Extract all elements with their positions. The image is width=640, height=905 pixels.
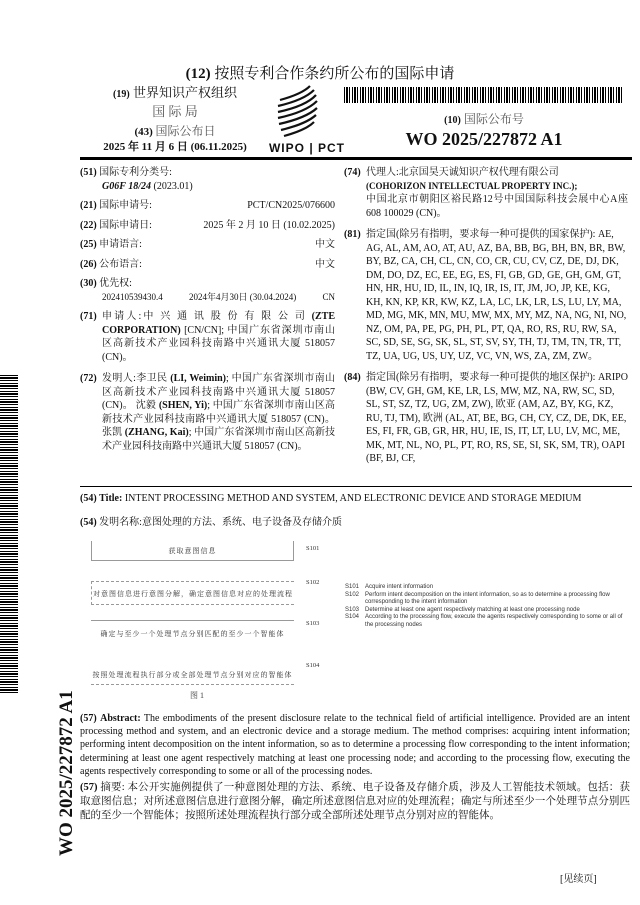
step-box-s104: 按照处理流程执行部分或全部处理节点分别对应的智能体 [91, 665, 294, 685]
figure-legend: S101 Acquire intent information S102 Perform intent decomposition on the intent information, so as to determine a processing flow corresponding to the intent information S103 Determine at least one agent respectively matching at least one processing node S104 According to the processing flow, execute the agents respectively corresponding to some or all of the processing nodes [345, 584, 623, 628]
divider [80, 157, 632, 160]
step-box-s102: 对意图信息进行意图分解，确定意图信息对应的处理流程 [91, 581, 294, 605]
step-box-s101: 获取意图信息 [91, 541, 294, 561]
title-en: (54) Title: INTENT PROCESSING METHOD AND SYSTEM, AND ELECTRONIC DEVICE AND STORAGE MEDIUM [80, 493, 582, 504]
side-barcode [0, 375, 18, 695]
wipo-globe-icon [262, 80, 352, 140]
wipo-pct-logo: WIPO | PCT [262, 80, 352, 154]
continued-note: [见续页] [560, 874, 597, 885]
document-type: (12) 按照专利合作条约所公布的国际申请 [185, 66, 455, 82]
organization: (19) 世界知识产权组织 国 际 局 [113, 85, 237, 119]
side-publication-number: WO 2025/227872 A1 [56, 690, 77, 856]
publication-number: (10) 国际公布号 WO 2025/227872 A1 [405, 112, 563, 149]
step-box-s103: 确定与至少一个处理节点分别匹配的至少一个智能体 [100, 630, 285, 638]
abstract-zh: (57) 摘要: 本公开实施例提供了一种意图处理的方法、系统、电子设备及存储介质，涉及人工智能技术领域。包括：获取意图信息；对所述意图信息进行意图分解，确定所述意图信息对应的处理流程；确定与所述至少一个处理节点分别匹配的至少一个智能体；按照所述处理流程执行部分或全部所述处理节点分别对应的智能体。 [80, 782, 631, 821]
abstract-en: (57) Abstract: The embodiments of the present disclosure relate to the technical field of artificial intelligence. Provided are an intent processing method and system, and an electronic device and a storage medium. The method comprises: acquiring intent information; performing intent decomposition on the intent information, so as to determine a processing flow corresponding to the intent information; determining at least one agent respectively matching at least one processing node; and according to the processing flow, executing the agents respectively corresponding to some or all of the processing nodes. [80, 713, 631, 777]
bibliographic-right: (74) 代理人:北京国昊天诚知识产权代理有限公司 (COHORIZON INTELLECTUAL PROPERTY INC.); 中国北京市朝阳区裕民路12号中国国际科技会展中心A座608 100029 (CN)。 (81) 指定国(除另有指明，要求每一种可提供的国家保护): AE, AG, AL, AM, AO, AT, AU, AZ, BA, BB, BG, BH, BN, BR, BW, BY, BZ, CA, CH, CL, CN, CO, CR, CU, CV, CZ, DE, DJ, DK, DM, DO, DZ, EC, EE, EG, ES, FI, GB, GD, GE, GH, GM, GT, HN, HR, HU, ID, IL, IN, IQ, IR, IS, IT, JM, JO, JP, KE, KG, KH, KN, KP, KR, KW, KZ, LA, LC, LK, LR, LS, LU, LY, MA, MD, MG, MK, MN, MU, MW, MX, MY, MZ, NA, NG, NI, NO, NZ, OM, PA, PE, PG, PH, PL, PT, QA, RO, RS, RU, RW, SA, SC, SD, SE, SG, SK, SL, ST, SV, SY, TH, TJ, TM, TN, TR, TT, TZ, UA, UG, US, UY, UZ, VC, VN, WS, ZA, ZM, ZW。 (84) 指定国(除另有指明，要求每一种可提供的地区保护): ARIPO (BW, CV, GH, GM, KE, LR, LS, MW, MZ, NA, RW, SC, SD, SL, ST, SZ, TZ, UG, ZM, ZW), 欧亚 (AM, AZ, BY, KG, KZ, RU, TJ, TM), 欧洲 (AL, AT, BE, BG, CH, CY, CZ, DE, DK, EE, ES, FI, FR, GB, GR, HR, HU, IE, IS, IT, LT, LU, LV, MC, ME, MK, MT, NL, NO, PL, PT, RO, RS, SE, SI, SK, SM, TR), OAPI (BF, BJ, CF, [344, 167, 628, 464]
barcode [344, 87, 624, 103]
publication-date: (43) 国际公布日 2025 年 11 月 6 日 (06.11.2025) [103, 124, 247, 153]
figure-caption: 图 1 [190, 691, 204, 700]
step-line [91, 620, 294, 621]
divider [80, 486, 632, 487]
title-zh: (54) 发明名称:意图处理的方法、系统、电子设备及存储介质 [80, 517, 342, 528]
bibliographic-left: (51) 国际专利分类号: G06F 18/24 (2023.01) (21) 国际申请号: PCT/CN2025/076600 (22) 国际申请日: 2025 年 2 月 10 日 (10.02.2025) (25) 申请语言: 中文 (26) 公布语言: 中文 (30) 优先权: 202410539430.4 2024年4月30日 (30.04.2024) CN (71) 申请人:中 兴 通 讯 股 份 有 限 公 司 (ZTE CORPORATION) [CN/CN]; 中国广东省深圳市南山区高新技术产业园科技南路中兴通讯大厦 518057 (CN)。 (72) 发明人:李卫民 (LI, Weimin); 中国广东省深圳市南山区高新技术产业园科技南路中兴通讯大厦 518057 (CN)。 沈毅 (SHEN, Yi); 中国广东省深圳市南山区高新技术产业园科技南路中兴通讯大厦 518057 (CN)。 张凯 (ZHANG, Kai); 中国广东省深圳市南山区高新技术产业园科技南路中兴通讯大厦 518057 (CN)。 [80, 167, 336, 452]
